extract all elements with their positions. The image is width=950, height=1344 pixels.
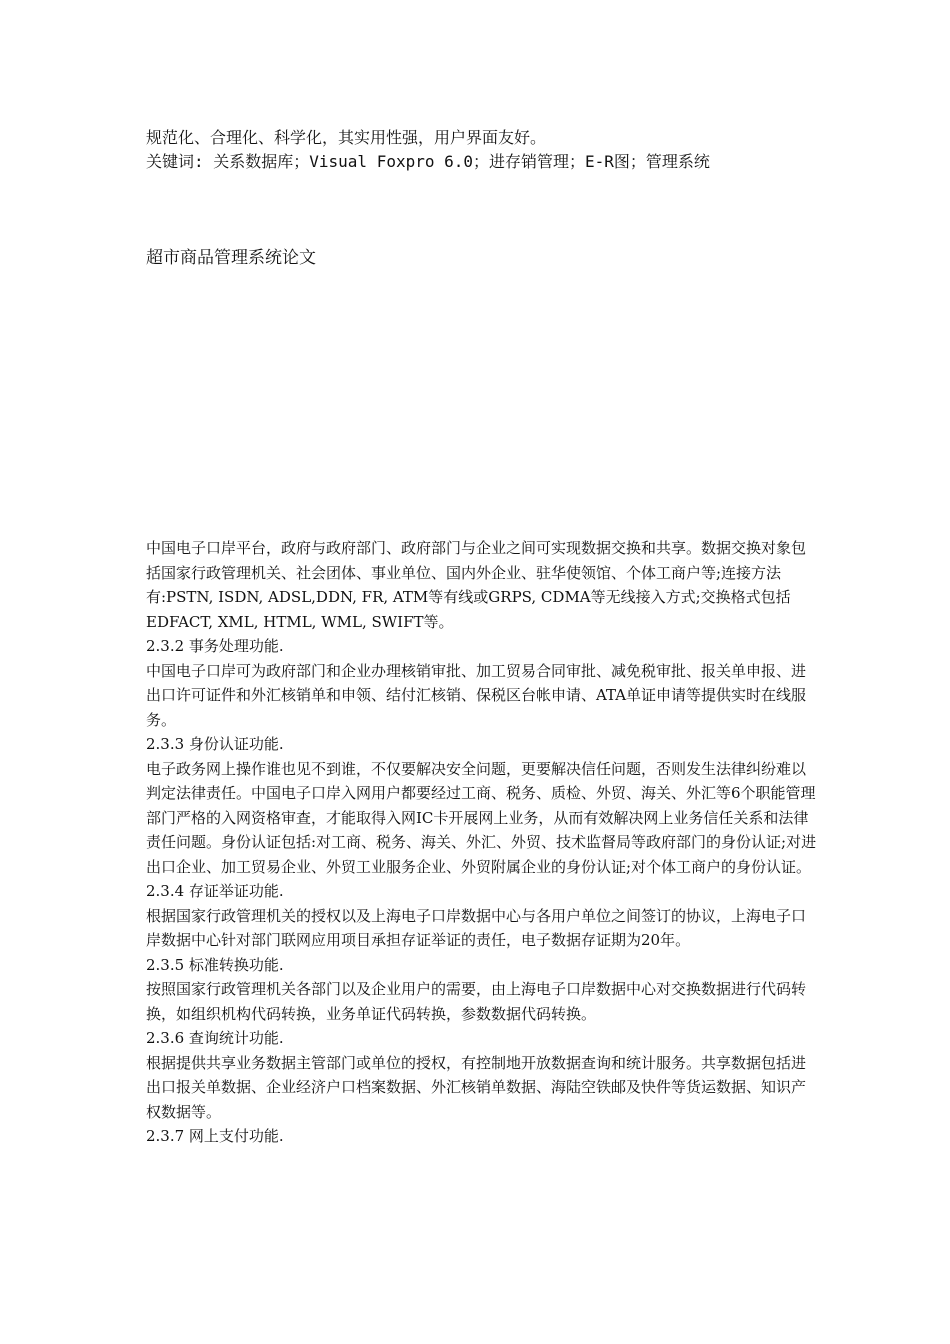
paragraph-2-3-4: 根据国家行政管理机关的授权以及上海电子口岸数据中心与各用户单位之间签订的协议，上海电子口岸数据中心针对部门联网应用项目承担存证举证的责任，电子数据存证期为20年。 [146, 906, 807, 949]
section-heading-2-3-2: 2.3.2 事务处理功能. [146, 637, 284, 655]
section-heading-2-3-3: 2.3.3 身份认证功能. [146, 735, 284, 753]
section-heading-2-3-6: 2.3.6 查询统计功能. [146, 1029, 284, 1047]
document-title: 超市商品管理系统论文 [146, 248, 316, 268]
paragraph-2-3-2: 中国电子口岸可为政府部门和企业办理核销审批、加工贸易合同审批、减免税审批、报关单申报、进出口许可证件和外汇核销单和申领、结付汇核销、保税区台帐申请、ATA单证申请等提供实时在线服务。 [146, 661, 807, 729]
intro-block [146, 126, 818, 174]
paragraph-2-3-6: 根据提供共享业务数据主管部门或单位的授权，有控制地开放数据查询和统计服务。共享数据包括进出口报关单数据、企业经济户口档案数据、外汇核销单数据、海陆空铁邮及快件等货运数据、知识产权数据等。 [146, 1053, 807, 1121]
body-text [146, 536, 818, 1149]
paragraph-2-3-5: 按照国家行政管理机关各部门以及企业用户的需要，由上海电子口岸数据中心对交换数据进行代码转换，如组织机构代码转换，业务单证代码转换，参数数据代码转换。 [146, 980, 807, 1023]
paragraph-2-3-3: 电子政务网上操作谁也见不到谁，不仅要解决安全问题，更要解决信任问题，否则发生法律纠纷难以判定法律责任。中国电子口岸入网用户都要经过工商、税务、质检、外贸、海关、外汇等6个职能管理部门严格的入网资格审查，才能取得入网IC卡开展网上业务，从而有效解决网上业务信任关系和法律责任问题。身份认证包括:对工商、税务、海关、外汇、外贸、技术监督局等政府部门的身份认证;对进出口企业、加工贸易企业、外贸工业服务企业、外贸附属企业的身份认证;对个体工商户的身份认证。 [146, 759, 817, 876]
paragraph-intro: 中国电子口岸平台，政府与政府部门、政府部门与企业之间可实现数据交换和共享。数据交换对象包括国家行政管理机关、社会团体、事业单位、国内外企业、驻华使领馆、个体工商户等;连接方法有:PSTN, ISDN, ADSL,DDN, FR, ATM等有线或GRPS, CDMA等无线接入方式;交换格式包括EDFACT, XML, HTML, WML, SWIFT等。 [146, 539, 807, 631]
section-heading-2-3-7: 2.3.7 网上支付功能. [146, 1127, 284, 1145]
intro-line: 规范化、合理化、科学化，其实用性强，用户界面友好。 [146, 128, 547, 147]
section-heading-2-3-5: 2.3.5 标准转换功能. [146, 955, 284, 974]
section-heading-2-3-4: 2.3.4 存证举证功能. [146, 882, 284, 900]
keywords-line: 关键词: 关系数据库；Visual Foxpro 6.0；进存销管理；E-R图；管理系统 [146, 152, 710, 171]
